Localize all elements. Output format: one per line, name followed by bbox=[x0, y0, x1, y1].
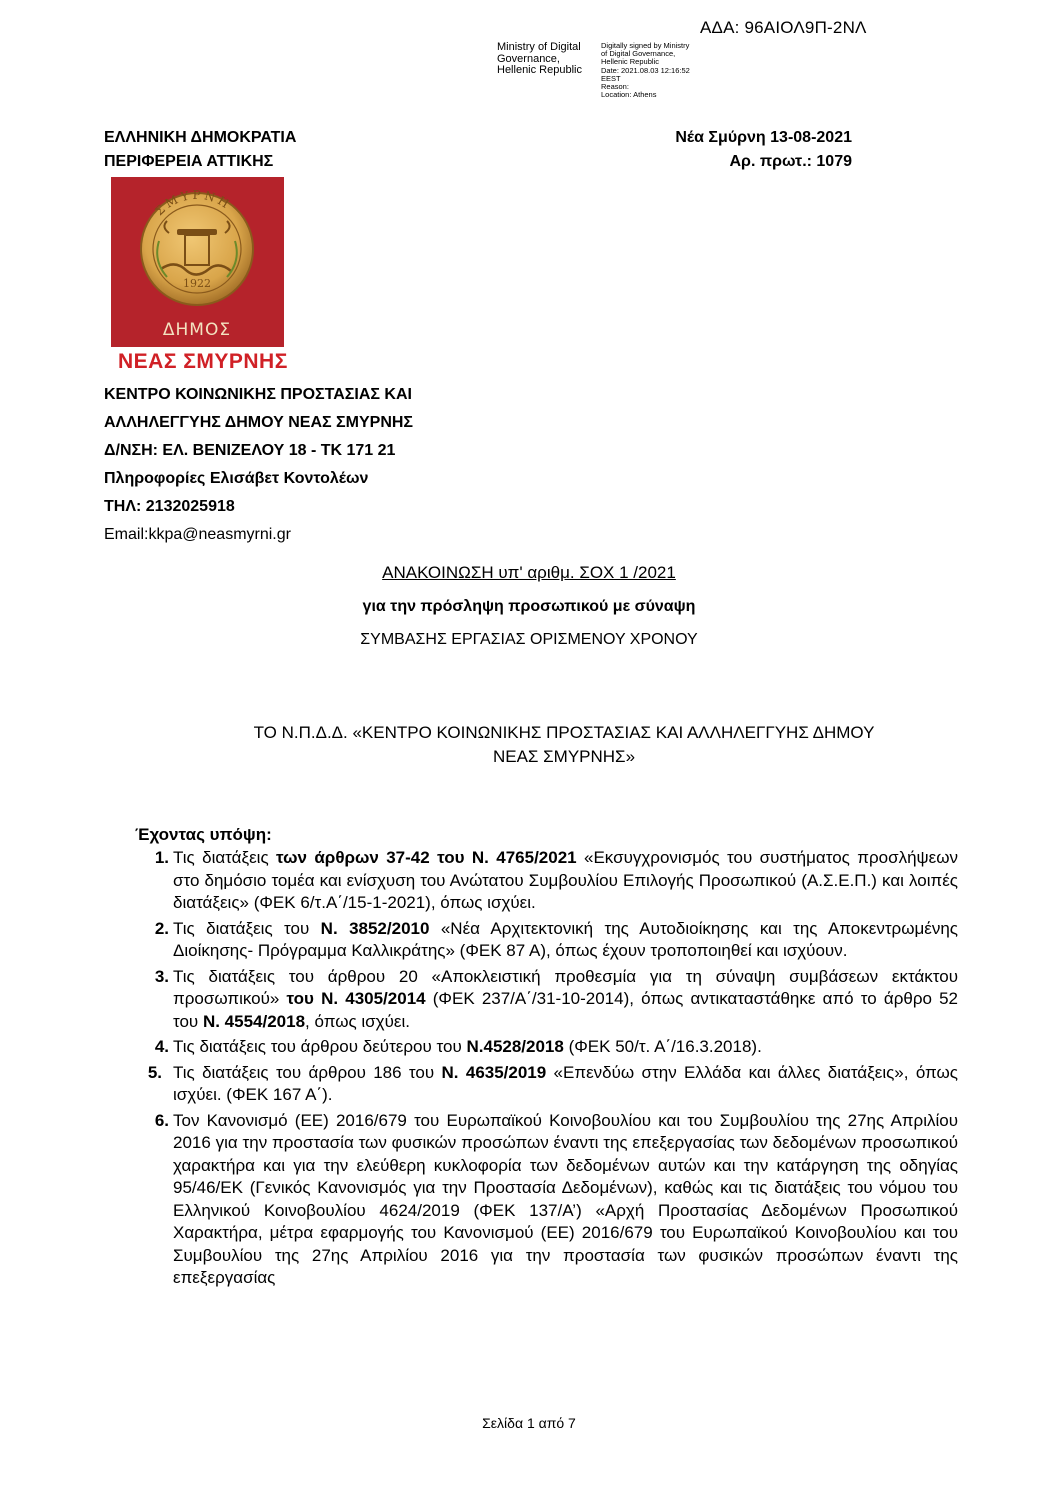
list-item-text bbox=[173, 1062, 958, 1107]
text-run: (ΦΕΚ 237/Α΄/31-10-2014), όπως αντικαταστάθηκε από το άρθρο 52 του bbox=[173, 989, 959, 1031]
signature-signer-line: Ministry of Digital bbox=[497, 41, 581, 53]
list-item-number: 5. bbox=[147, 1062, 162, 1082]
signature-detail-line: Hellenic Republic bbox=[601, 57, 659, 67]
text-run: «Εκσυγχρονισμός του συστήματος προσλήψεων στο δημόσιο τομέα και ενίσχυση του Ανώτατου Συμβουλίου Επιλογής Προσωπικού (Α.Σ.Ε.Π.) και λοιπές διατάξεις» (ΦΕΚ 6/τ.Α΄/15-1-2021), όπως ισχύει. bbox=[173, 848, 958, 912]
law-reference: του Ν. 4305/2014 bbox=[286, 989, 426, 1008]
signature-detail-line: Location: Athens bbox=[601, 90, 657, 100]
list-item-number: 4. bbox=[154, 1037, 169, 1056]
list-item bbox=[136, 1062, 958, 1107]
seal-icon bbox=[111, 177, 284, 347]
list-item bbox=[136, 847, 958, 915]
text-run: Τον Κανονισμό (ΕΕ) 2016/679 του Ευρωπαϊκού Κοινοβουλίου και του Συμβουλίου της 27ης Απριλίου 2016 για την προστασία των φυσικών προσώπων έναντι της επεξεργασίας των δεδομένων προσωπικού χαρακτήρα και για την ελεύθερη κυκλοφορία των δεδομένων αυτών και την κατάργηση της οδηγίας 95/46/ΕΚ (Γενικός Κανονισμός για την Προστασία Δεδομένων), καθώς και τις διατάξεις του νόμου του Ελληνικού Κοινοβουλίου 4624/2019 (ΦΕΚ 137/Α’) «Αρχή Προστασίας Δεδομένων Προσωπικού Χαρακτήρα, μέτρα εφαρμογής του Κανονισμού (ΕΕ) 2016/679 του Ευρωπαϊκού Κοινοβουλίου και του Συμβουλίου της 27ης Απριλίου 2016 για την προστασία των φυσικών προσώπων έναντι της επεξεργασίας bbox=[173, 1110, 958, 1287]
law-reference: των άρθρων 37-42 του Ν. 4765/2021 bbox=[276, 848, 577, 867]
text-run: Τις διατάξεις του άρθρου 186 του bbox=[173, 1062, 442, 1082]
signature-signer-line: Governance, bbox=[497, 52, 560, 65]
list-item-text bbox=[173, 966, 958, 1034]
list-item-text bbox=[173, 918, 958, 963]
list-item-text bbox=[173, 847, 958, 915]
legal-basis-list bbox=[136, 847, 958, 1293]
signature-details bbox=[601, 42, 711, 99]
law-reference: Ν. 4554/2018 bbox=[202, 1011, 306, 1031]
law-reference: Ν.4528/2018 bbox=[466, 1037, 564, 1056]
issuer-header bbox=[104, 126, 296, 174]
signature-signer bbox=[497, 42, 597, 77]
signature-detail-line: of Digital Governance, bbox=[601, 49, 676, 59]
list-item-number: 2. bbox=[154, 918, 169, 938]
logo-town-name: ΝΕΑΣ ΣΜΥΡΝΗΣ bbox=[118, 350, 288, 373]
org-name-line1: ΚΕΝΤΡΟ ΚΟΙΝΩΝΙΚΗΣ ΠΡΟΣΤΑΣΙΑΣ ΚΑΙ bbox=[104, 386, 412, 403]
text-run: Τις διατάξεις του bbox=[173, 918, 321, 938]
announcement-subtitle: για την πρόσληψη προσωπικού με σύναψη bbox=[362, 598, 696, 615]
page-number: Σελίδα 1 από 7 bbox=[482, 1415, 576, 1431]
seal-year: 1922 bbox=[183, 277, 211, 290]
protocol-number: Αρ. πρωτ.: 1079 bbox=[729, 153, 852, 170]
org-name-line2: ΑΛΛΗΛΕΓΓΥΗΣ ΔΗΜΟΥ ΝΕΑΣ ΣΜΥΡΝΗΣ bbox=[104, 414, 414, 431]
place-date: Νέα Σμύρνη 13-08-2021 bbox=[675, 129, 852, 146]
signature-detail-line: Digitally signed by Ministry bbox=[601, 41, 690, 50]
list-item bbox=[136, 1110, 958, 1290]
text-run: (ΦΕΚ 50/τ. Α΄/16.3.2018). bbox=[563, 1037, 762, 1056]
logo-dimos: ΔΗΜΟΣ bbox=[162, 320, 232, 340]
announcement-title: ΑΝΑΚΟΙΝΩΣΗ υπ' αριθμ. ΣΟΧ 1 /2021 bbox=[382, 563, 676, 582]
npdd-heading-line2: ΝΕΑΣ ΣΜΥΡΝΗΣ» bbox=[492, 747, 636, 766]
issuer-region: ΠΕΡΙΦΕΡΕΙΑ ΑΤΤΙΚΗΣ bbox=[104, 153, 274, 170]
document-meta bbox=[640, 126, 852, 174]
list-item bbox=[136, 966, 958, 1034]
text-run: Τις διατάξεις του άρθρου 20 «Αποκλειστική προθεσμία για τη σύναψη συμβάσεων εκτάκτου προσωπικού» bbox=[173, 966, 958, 1008]
npdd-heading bbox=[104, 721, 1024, 769]
considering-heading: Έχοντας υπόψη: bbox=[135, 825, 272, 844]
law-reference: Ν. 3852/2010 bbox=[320, 918, 430, 938]
text-run: Τις διατάξεις bbox=[173, 848, 277, 867]
list-item-text bbox=[173, 1110, 958, 1290]
text-run: Τις διατάξεις του άρθρου δεύτερου του bbox=[173, 1037, 467, 1056]
municipality-logo bbox=[111, 177, 284, 347]
signature-detail-line: EEST bbox=[601, 73, 621, 83]
ada-code: ΑΔΑ: 96ΑΙΟΛ9Π-2ΝΛ bbox=[700, 18, 867, 37]
signature-signer-line: Hellenic Republic bbox=[497, 64, 582, 76]
npdd-heading-line1: ΤΟ Ν.Π.Δ.Δ. «ΚΕΝΤΡΟ ΚΟΙΝΩΝΙΚΗΣ ΠΡΟΣΤΑΣΙΑΣ ΚΑΙ ΑΛΛΗΛΕΓΓΥΗΣ ΔΗΜΟΥ bbox=[253, 723, 875, 742]
org-phone: ΤΗΛ: 2132025918 bbox=[104, 498, 235, 515]
law-reference: Ν. 4635/2019 bbox=[441, 1062, 547, 1082]
org-address: Δ/ΝΣΗ: ΕΛ. ΒΕΝΙΖΕΛΟΥ 18 - ΤΚ 171 21 bbox=[104, 442, 396, 459]
org-email: Email:kkpa@neasmyrni.gr bbox=[104, 526, 291, 543]
list-item-number: 3. bbox=[154, 966, 169, 986]
text-run: , όπως ισχύει. bbox=[305, 1011, 410, 1031]
seal-ring-text: ΣΜΥΡΝΗ bbox=[152, 187, 235, 219]
list-item bbox=[136, 918, 958, 963]
signature-detail-line: Reason: bbox=[601, 82, 629, 92]
text-run: «Νέα Αρχιτεκτονική της Αυτοδιοίκησης και της Αποκεντρωμένης Διοίκησης- Πρόγραμμα Καλλικράτης» (ΦΕΚ 87 Α), όπως έχουν τροποποιηθεί και ισχύουν. bbox=[173, 918, 958, 960]
issuer-country: ΕΛΛΗΝΙΚΗ ΔΗΜΟΚΡΑΤΙΑ bbox=[104, 129, 297, 146]
signature-detail-line: Date: 2021.08.03 12:16:52 bbox=[601, 65, 690, 75]
text-run: «Επενδύω στην Ελλάδα και άλλες διατάξεις», όπως ισχύει. (ΦΕΚ 167 Α΄). bbox=[173, 1062, 958, 1104]
list-item-text bbox=[173, 1036, 958, 1059]
list-item bbox=[136, 1036, 958, 1059]
organization-block bbox=[104, 381, 413, 549]
list-item-number: 6. bbox=[154, 1110, 169, 1130]
org-info: Πληροφορίες Ελισάβετ Κοντολέων bbox=[104, 470, 369, 487]
list-item-number: 1. bbox=[154, 848, 169, 867]
announcement-contract-type: ΣΥΜΒΑΣΗΣ ΕΡΓΑΣΙΑΣ ΟΡΙΣΜΕΝΟΥ ΧΡΟΝΟΥ bbox=[360, 631, 698, 648]
